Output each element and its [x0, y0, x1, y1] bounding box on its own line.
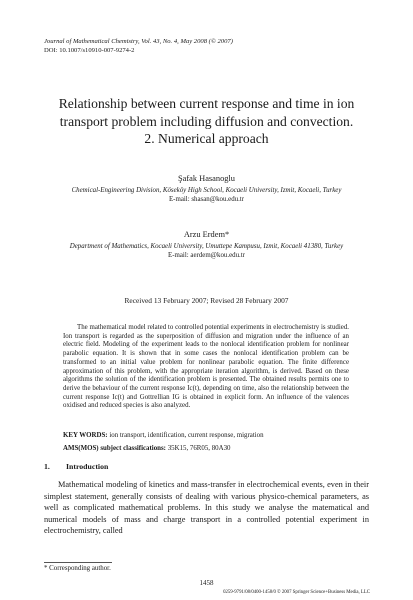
- ams-label: AMS(MOS) subject classifications:: [63, 445, 166, 452]
- author-name-1: Şafak Hasanoglu: [178, 174, 235, 183]
- author-affiliation-2: Department of Mathematics, Kocaeli University, Umuttepe Kampusu, Izmit, Kocaeli 41380, Turkey: [69, 243, 344, 250]
- doi: DOI: 10.1007/s10910-007-9274-2: [44, 47, 135, 54]
- journal-citation: Journal of Mathematical Chemistry, Vol. 43, No. 4, May 2008 (© 2007): [44, 38, 233, 45]
- abstract-text: The mathematical model related to controlled potential experiments in electrochemistry is studied. Ion transport is regarded as the superposition of diffusion and migration under the influence of an electric field. Modeling of the experiment leads to the nonlocal identification problem for nonlinear parabolic equation. It is shown that in some cases the nonlocal identification problem can be transformed to an initial value problem for nonlinear parabolic equation. The finite difference approximation of this problem, with the appropriate iteration algorithm, is derived. Based on these algorithms the solution of the identification problem is presented. The obtained results permits one to derive the behaviour of the current response Ic(t), depending on time, also the relationship between the current response Ic(t) and Gottrellian IG is obtained in explicit form. An influence of the valences oxidised and reduced species is also analyzed.: [63, 324, 349, 410]
- keywords: [63, 432, 349, 441]
- section-heading: [44, 462, 108, 472]
- received-dates: Received 13 February 2007; Revised 28 February 2007: [124, 296, 289, 305]
- footnote: * Corresponding author.: [44, 565, 111, 572]
- ams-text: 35K15, 76R05, 80A30: [167, 445, 231, 452]
- page-number: 1458: [199, 579, 214, 587]
- title-line-1: Relationship between current response and time in ion: [58, 96, 355, 111]
- abstract: [63, 324, 349, 411]
- section-number: 1.: [44, 462, 50, 471]
- author-name-2: Arzu Erdem*: [183, 230, 230, 239]
- paper-title: [30, 95, 383, 148]
- keywords-text: ion transport, identification, current response, migration: [109, 432, 264, 439]
- author-email-2: E-mail: aerdem@kou.edu.tr: [168, 252, 245, 259]
- issn-line: 0259-9791/08/0400-1458/0 © 2007 Springer Science+Business Media, LLC: [223, 590, 370, 595]
- title-line-3: 2. Numerical approach: [144, 131, 269, 146]
- ams-classification: [63, 445, 349, 454]
- footnote-rule: [44, 562, 112, 563]
- intro-paragraph: [44, 479, 369, 537]
- author-affiliation-1: Chemical-Engineering Division, Köseköy High School, Kocaeli University, Izmit, Kocaeli, Turkey: [71, 187, 342, 194]
- author-email-1: E-mail: shasan@kou.edu.tr: [168, 196, 245, 203]
- section-title: Introduction: [66, 462, 109, 471]
- intro-text: Mathematical modeling of kinetics and mass-transfer in electrochemical events, even in their simplest statement, generally consists of dealing with various physico-chemical parameters, as well as complicated mathematical problems. In this study we analyse the matematical and numerical models of mass and charge transport in a controlled potential experiment in electrochemistry, called: [44, 480, 369, 535]
- title-line-2: transport problem including diffusion and convection.: [59, 113, 354, 129]
- keywords-label: KEY WORDS:: [63, 432, 108, 439]
